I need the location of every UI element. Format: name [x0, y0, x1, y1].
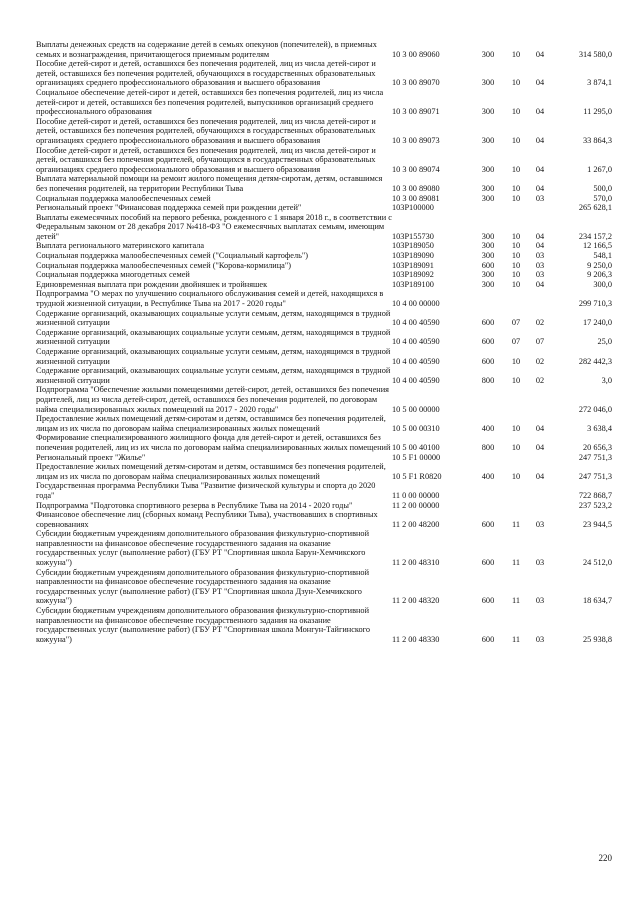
- table-row: [36, 270, 612, 280]
- expense-name-cell: Социальное обеспечение детей-сирот и детей, оставшихся без попечения родителей, лиц из числа детей-сирот и детей, оставшихся без попечения родителей, выпускников организаций среднего профессионального образования: [36, 87, 384, 117]
- subsection-code-cell: 03: [535, 251, 545, 261]
- table-row: [36, 568, 612, 606]
- table-row: [36, 203, 612, 213]
- table-row: [36, 251, 612, 261]
- section-code-cell: [504, 453, 528, 463]
- expense-type-code-cell: 400: [481, 471, 495, 481]
- table-row: [36, 146, 612, 175]
- section-code-cell: 10: [511, 270, 521, 280]
- section-code-cell: 07: [511, 337, 521, 347]
- expense-type-code-cell: 300: [481, 164, 495, 174]
- expense-type-code-cell: 400: [481, 423, 495, 433]
- target-code-cell: 10 5 F1 00000: [392, 452, 441, 462]
- subsection-code-cell: 04: [535, 471, 545, 481]
- expense-name-cell: Содержание организаций, оказывающих социальные услуги семьям, детям, находящимся в трудной жизненной ситуации: [36, 308, 391, 328]
- table-row: [36, 453, 612, 463]
- section-code-cell: 10: [511, 375, 521, 385]
- target-code-cell: 103P189092: [392, 270, 434, 280]
- amount-cell: 3 638,4: [587, 423, 612, 433]
- expense-type-code-cell: 300: [481, 193, 495, 203]
- subsection-code-cell: 03: [535, 519, 545, 529]
- expense-type-code-cell: [472, 481, 504, 500]
- expense-name-cell: Региональный проект "Жилье": [36, 452, 146, 462]
- subsection-code-cell: 02: [535, 318, 545, 328]
- amount-cell: 570,0: [593, 193, 612, 203]
- expense-name-cell: Подпрограмма "Обеспечение жилыми помещениями детей-сирот, детей, оставшихся без попечения родителей, лиц из числа детей-сирот, детей, оставшихся без попечения родителей, по договорам найма специализированных жилых помещений на 2017 - 2020 годы": [36, 385, 389, 414]
- target-code-cell: 11 2 00 48200: [392, 519, 440, 529]
- expense-name-cell: Социальная поддержка малообеспеченных семей ("Корова-кормилица"): [36, 260, 291, 270]
- table-row: [36, 88, 612, 117]
- table-row: [36, 481, 612, 500]
- expense-type-code-cell: 600: [481, 634, 495, 644]
- table-row: [36, 309, 612, 328]
- section-code-cell: 11: [512, 596, 520, 606]
- amount-cell: 9 250,0: [587, 260, 612, 270]
- expense-name-cell: Единовременная выплата при рождении двойняшек и тройняшек: [36, 279, 268, 289]
- subsection-code-cell: 04: [535, 442, 545, 452]
- target-code-cell: 103P189050: [392, 241, 434, 251]
- subsection-code-cell: [528, 289, 552, 308]
- section-code-cell: 11: [512, 634, 520, 644]
- subsection-code-cell: 04: [535, 241, 545, 251]
- expense-name-cell: Пособие детей-сирот и детей, оставшихся без попечения родителей, лиц из числа детей-сирот и детей, оставшихся без попечения родителей, обучающихся в государственных образовательных организациях среднего профессионального образования и высшего образования: [36, 116, 376, 145]
- expense-type-code-cell: 300: [481, 49, 495, 59]
- amount-cell: 548,1: [593, 251, 612, 261]
- section-code-cell: 10: [511, 423, 521, 433]
- expense-name-cell: Социальная поддержка многодетных семей: [36, 270, 190, 280]
- expense-name-cell: Предоставление жилых помещений детям-сиротам и детям, оставшимся без попечения родителей, лицам из их числа по договорам найма специализированных жилых помещений: [36, 462, 386, 481]
- expense-name-cell: Финансовое обеспечение лиц (сборных команд Республики Тыва), участвовавших в спортивных соревнованиях: [36, 510, 378, 529]
- table-row: [36, 529, 612, 567]
- amount-cell: 500,0: [593, 183, 612, 193]
- target-code-cell: 10 3 00 89071: [392, 107, 440, 117]
- section-code-cell: 10: [511, 78, 521, 88]
- expense-name-cell: Субсидии бюджетным учреждениям дополнительного образования физкультурно-спортивной направленности на финансовое обеспечение государственного задания на оказание государственных услуг (выполнение работ) (ГБУ РТ "Спортивная школа Монгун-Тайгинского кожууна"): [36, 606, 371, 644]
- expense-name-cell: Выплата регионального материнского капитала: [36, 241, 205, 251]
- expense-name-cell: Социальная поддержка малообеспеченных семей: [36, 193, 211, 203]
- amount-cell: 300,0: [593, 279, 612, 289]
- section-code-cell: 10: [511, 442, 521, 452]
- subsection-code-cell: [528, 453, 552, 463]
- expense-name-cell: Содержание организаций, оказывающих социальные услуги семьям, детям, находящимся в трудной жизненной ситуации: [36, 327, 391, 347]
- expense-type-code-cell: [472, 453, 504, 463]
- target-code-cell: 10 5 00 00000: [392, 404, 440, 414]
- section-code-cell: 11: [512, 519, 520, 529]
- expense-type-code-cell: 600: [481, 596, 495, 606]
- section-code-cell: 10: [511, 356, 521, 366]
- section-code-cell: 10: [511, 251, 521, 261]
- amount-cell: 3,0: [601, 375, 612, 385]
- expense-type-code-cell: 800: [481, 375, 495, 385]
- section-code-cell: 10: [511, 107, 521, 117]
- expense-type-code-cell: 600: [481, 519, 495, 529]
- amount-cell: 9 206,3: [587, 270, 612, 280]
- table-row: [36, 241, 612, 251]
- expense-name-cell: Выплаты денежных средств на содержание детей в семьях опекунов (попечителей), в приемных семьях и вознаграждения, причитающегося приемным родителям: [36, 40, 377, 59]
- expense-name-cell: Выплата материальной помощи на ремонт жилого помещения детям-сиротам, детям, оставшимся без попечения родителей, на территории Республики Тыва: [36, 174, 383, 193]
- expense-type-code-cell: 600: [481, 260, 495, 270]
- subsection-code-cell: [528, 501, 552, 511]
- subsection-code-cell: 04: [535, 164, 545, 174]
- table-row: [36, 261, 612, 271]
- table-row: [36, 501, 612, 511]
- subsection-code-cell: 03: [535, 260, 545, 270]
- amount-cell: 272 046,0: [578, 404, 612, 414]
- amount-cell: 23 944,5: [582, 519, 612, 529]
- subsection-code-cell: 04: [535, 49, 545, 59]
- expense-type-code-cell: [472, 203, 504, 213]
- section-code-cell: [504, 481, 528, 500]
- subsection-code-cell: 04: [535, 183, 545, 193]
- subsection-code-cell: [528, 203, 552, 213]
- table-row: [36, 59, 612, 88]
- section-code-cell: 07: [511, 318, 521, 328]
- target-code-cell: 10 3 00 89074: [392, 164, 440, 174]
- target-code-cell: 10 4 00 40590: [392, 375, 440, 385]
- subsection-code-cell: 04: [535, 135, 545, 145]
- table-row: [36, 462, 612, 481]
- target-code-cell: 103P189090: [392, 251, 434, 261]
- budget-table: [36, 40, 612, 644]
- target-code-cell: 10 4 00 40590: [392, 356, 440, 366]
- subsection-code-cell: 03: [535, 193, 545, 203]
- section-code-cell: 10: [511, 241, 521, 251]
- target-code-cell: 103P155730: [392, 231, 434, 241]
- amount-cell: 25,0: [597, 337, 612, 347]
- amount-cell: 314 580,0: [578, 49, 612, 59]
- table-row: [36, 385, 612, 414]
- expense-type-code-cell: 800: [481, 442, 495, 452]
- section-code-cell: [504, 385, 528, 414]
- amount-cell: 247 751,3: [578, 471, 612, 481]
- amount-cell: 282 442,3: [578, 356, 612, 366]
- amount-cell: 12 166,5: [582, 241, 612, 251]
- table-row: [36, 328, 612, 347]
- target-code-cell: 11 0 00 00000: [392, 490, 440, 500]
- amount-cell: 3 874,1: [587, 78, 612, 88]
- amount-cell: 17 240,0: [582, 318, 612, 328]
- expense-name-cell: Предоставление жилых помещений детям-сиротам и детям, оставшимся без попечения родителей, лицам из их числа по договорам найма специализированных жилых помещений: [36, 414, 386, 433]
- section-code-cell: [504, 203, 528, 213]
- section-code-cell: [504, 289, 528, 308]
- table-row: [36, 414, 612, 433]
- amount-cell: 1 267,0: [587, 164, 612, 174]
- target-code-cell: 10 4 00 00000: [392, 299, 440, 309]
- target-code-cell: 10 4 00 40590: [392, 337, 440, 347]
- expense-name-cell: Социальная поддержка малообеспеченных семей ("Социальный картофель"): [36, 251, 309, 261]
- expense-type-code-cell: 600: [481, 558, 495, 568]
- section-code-cell: 10: [511, 279, 521, 289]
- expense-type-code-cell: 600: [481, 356, 495, 366]
- amount-cell: 20 656,3: [582, 442, 612, 452]
- target-code-cell: 103P189091: [392, 260, 434, 270]
- subsection-code-cell: 03: [535, 634, 545, 644]
- target-code-cell: 10 3 00 89060: [392, 49, 440, 59]
- table-row: [36, 194, 612, 204]
- expense-type-code-cell: [472, 501, 504, 511]
- expense-name-cell: Государственная программа Республики Тыва "Развитие физической культуры и спорта до 2020 года": [36, 481, 376, 500]
- expense-name-cell: Подпрограмма "О мерах по улучшению социального обслуживания семей и детей, находящихся в трудной жизненной ситуации, в Республике Тыва на 2017 - 2020 годы": [36, 289, 384, 309]
- expense-name-cell: Пособие детей-сирот и детей, оставшихся без попечения родителей, лиц из числа детей-сирот и детей, оставшихся без попечения родителей, обучающихся в государственных образовательных организациях среднего профессионального образования и высшего образования: [36, 59, 376, 88]
- expense-name-cell: Содержание организаций, оказывающих социальные услуги семьям, детям, находящимся в трудной жизненной ситуации: [36, 366, 391, 385]
- subsection-code-cell: 04: [535, 279, 545, 289]
- expense-name-cell: Субсидии бюджетным учреждениям дополнительного образования физкультурно-спортивной направленности на финансовое обеспечение государственного задания на оказание государственных услуг (выполнение работ) (ГБУ РТ "Спортивная школа Барун-Хемчикского кожууна"): [36, 529, 370, 568]
- target-code-cell: 10 5 F1 R0820: [392, 471, 442, 481]
- amount-cell: 265 628,1: [578, 203, 612, 213]
- target-code-cell: 11 2 00 48310: [392, 558, 440, 568]
- section-code-cell: 10: [511, 231, 521, 241]
- subsection-code-cell: 02: [535, 375, 545, 385]
- expense-type-code-cell: [472, 289, 504, 308]
- amount-cell: 33 864,3: [582, 135, 612, 145]
- target-code-cell: 103P189100: [392, 279, 434, 289]
- page-number: 220: [598, 853, 612, 863]
- amount-cell: 18 634,7: [582, 596, 612, 606]
- subsection-code-cell: 03: [535, 558, 545, 568]
- section-code-cell: [504, 501, 528, 511]
- table-row: [36, 347, 612, 366]
- amount-cell: 299 710,3: [578, 299, 612, 309]
- table-row: [36, 366, 612, 385]
- expense-type-code-cell: 300: [481, 183, 495, 193]
- expense-type-code-cell: 300: [481, 279, 495, 289]
- expense-name-cell: Региональный проект "Финансовая поддержка семей при рождении детей": [36, 203, 302, 213]
- table-row: [36, 510, 612, 529]
- section-code-cell: 10: [511, 193, 521, 203]
- expense-type-code-cell: 300: [481, 135, 495, 145]
- subsection-code-cell: 04: [535, 78, 545, 88]
- target-code-cell: 10 4 00 40590: [392, 318, 440, 328]
- table-row: [36, 606, 612, 644]
- target-code-cell: 11 2 00 00000: [392, 500, 440, 510]
- expense-type-code-cell: 300: [481, 241, 495, 251]
- subsection-code-cell: 02: [535, 356, 545, 366]
- target-code-cell: 10 5 00 00310: [392, 423, 440, 433]
- subsection-code-cell: 03: [535, 270, 545, 280]
- expense-type-code-cell: 300: [481, 270, 495, 280]
- amount-cell: 25 938,8: [582, 634, 612, 644]
- expense-name-cell: Содержание организаций, оказывающих социальные услуги семьям, детям, находящимся в трудной жизненной ситуации: [36, 347, 391, 366]
- target-code-cell: 103P100000: [392, 203, 434, 213]
- amount-cell: 247 751,3: [578, 452, 612, 462]
- amount-cell: 722 868,7: [578, 490, 612, 500]
- subsection-code-cell: [528, 481, 552, 500]
- subsection-code-cell: 04: [535, 423, 545, 433]
- expense-type-code-cell: 600: [481, 318, 495, 328]
- expense-type-code-cell: [472, 385, 504, 414]
- target-code-cell: 10 3 00 89073: [392, 135, 440, 145]
- table-row: [36, 174, 612, 193]
- amount-cell: 11 295,0: [583, 107, 612, 117]
- section-code-cell: 11: [512, 558, 520, 568]
- subsection-code-cell: 04: [535, 231, 545, 241]
- target-code-cell: 10 3 00 89081: [392, 193, 440, 203]
- subsection-code-cell: 04: [535, 107, 545, 117]
- expense-type-code-cell: 300: [481, 107, 495, 117]
- table-row: [36, 213, 612, 242]
- section-code-cell: 10: [511, 135, 521, 145]
- target-code-cell: 10 5 00 40100: [392, 442, 440, 452]
- section-code-cell: 10: [511, 183, 521, 193]
- subsection-code-cell: 03: [535, 596, 545, 606]
- section-code-cell: 10: [511, 49, 521, 59]
- section-code-cell: 10: [511, 260, 521, 270]
- target-code-cell: 10 3 00 89080: [392, 183, 440, 193]
- expense-name-cell: Выплаты ежемесячных пособий на первого ребенка, рожденного с 1 января 2018 г., в соответствии с Федеральным законом от 28 декабря 2017 №418-ФЗ "О ежемесячных выплатах семьям, имеющим детей": [36, 212, 392, 241]
- expense-name-cell: Пособие детей-сирот и детей, оставшихся без попечения родителей, лиц из числа детей-сирот и детей, оставшихся без попечения родителей, обучающихся в государственных образовательных организациях среднего профессионального образования и высшего образования: [36, 145, 376, 174]
- subsection-code-cell: 07: [535, 337, 545, 347]
- section-code-cell: 10: [511, 471, 521, 481]
- subsection-code-cell: [528, 385, 552, 414]
- amount-cell: 237 523,2: [578, 500, 612, 510]
- amount-cell: 234 157,2: [578, 231, 612, 241]
- amount-cell: 24 512,0: [582, 558, 612, 568]
- section-code-cell: 10: [511, 164, 521, 174]
- expense-name-cell: Формирование специализированного жилищного фонда для детей-сирот и детей, оставшихся без попечения родителей, лиц из их числа по договорам найма специализированных жилых помещений: [36, 433, 391, 452]
- table-row: [36, 280, 612, 290]
- table-row: [36, 40, 612, 59]
- table-row: [36, 117, 612, 146]
- expense-name-cell: Подпрограмма "Подготовка спортивного резерва в Республике Тыва на 2014 - 2020 годы": [36, 500, 353, 510]
- target-code-cell: 10 3 00 89070: [392, 78, 440, 88]
- table-row: [36, 433, 612, 452]
- target-code-cell: 11 2 00 48320: [392, 596, 440, 606]
- budget-table-body: [36, 40, 612, 644]
- target-code-cell: 11 2 00 48330: [392, 634, 440, 644]
- expense-type-code-cell: 300: [481, 231, 495, 241]
- expense-type-code-cell: 600: [481, 337, 495, 347]
- expense-type-code-cell: 300: [481, 251, 495, 261]
- table-row: [36, 289, 612, 308]
- expense-type-code-cell: 300: [481, 78, 495, 88]
- expense-name-cell: Субсидии бюджетным учреждениям дополнительного образования физкультурно-спортивной направленности на финансовое обеспечение государственного задания на оказание государственных услуг (выполнение работ) (ГБУ РТ "Спортивная школа Дзун-Хемчикского кожууна"): [36, 567, 370, 606]
